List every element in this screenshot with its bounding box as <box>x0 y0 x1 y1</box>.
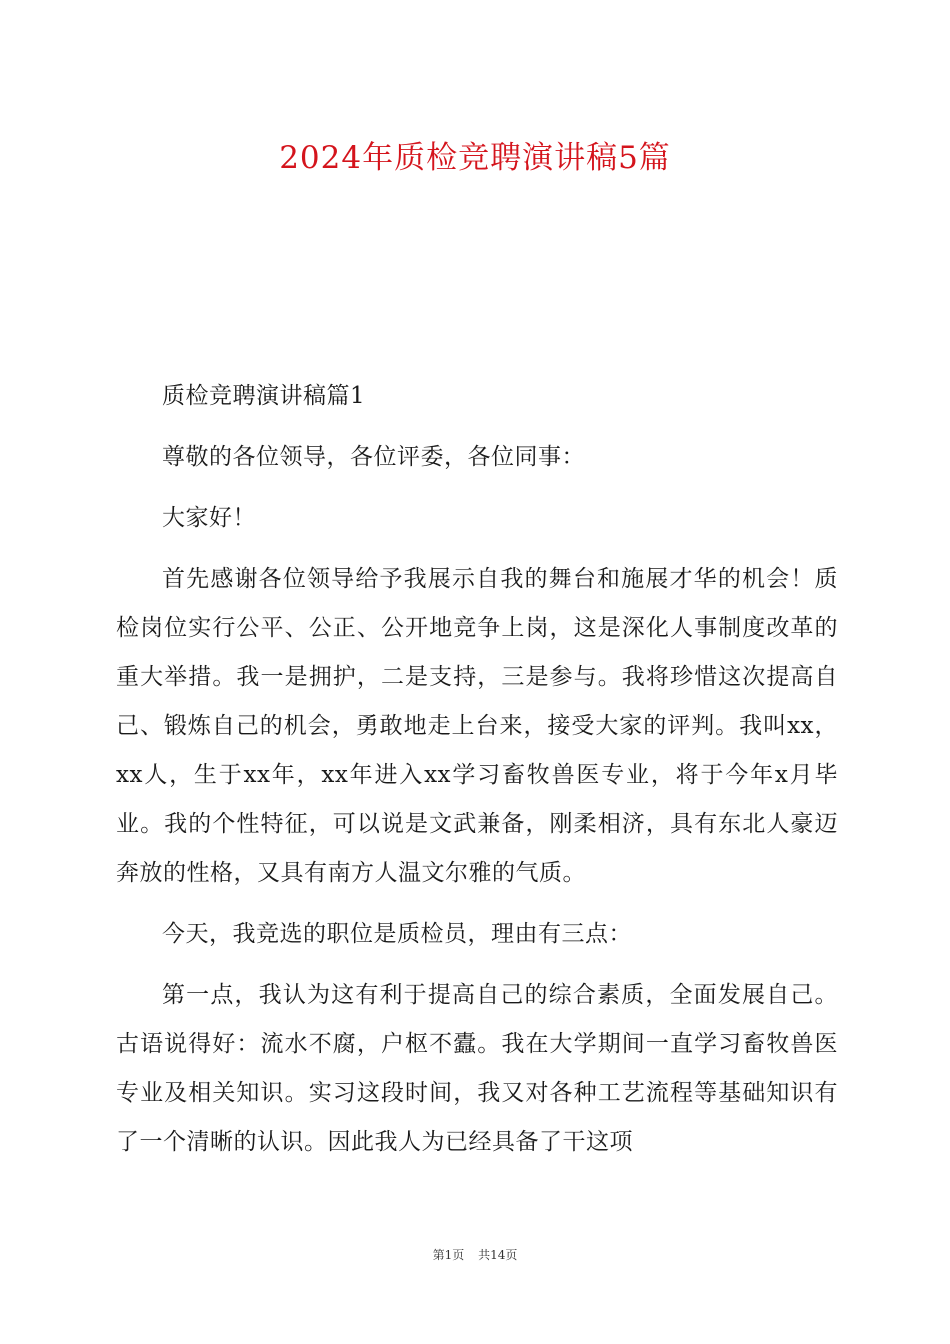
page-total: 共14页 <box>478 1248 518 1262</box>
page-footer <box>0 1246 950 1263</box>
document-title: 2024年质检竞聘演讲稿5篇 <box>279 140 671 176</box>
body-paragraph: 第一点，我认为这有利于提高自己的综合素质，全面发展自己。古语说得好：流水不腐，户枢不蠹。我在大学期间一直学习畜牧兽医专业及相关知识。实习这段时间，我又对各种工艺流程等基础知识有了一个清晰的认识。因此我人为已经具备了干这项 <box>116 982 838 1155</box>
body-paragraph: 今天，我竞选的职位是质检员，理由有三点： <box>162 921 632 947</box>
document-body <box>116 372 838 1179</box>
salutation: 尊敬的各位领导，各位评委，各位同事： <box>162 444 585 470</box>
section-heading: 质检竞聘演讲稿篇1 <box>162 383 366 409</box>
body-paragraph: 首先感谢各位领导给予我展示自我的舞台和施展才华的机会！质检岗位实行公平、公正、公开地竞争上岗，这是深化人事制度改革的重大举措。我一是拥护，二是支持，三是参与。我将珍惜这次提高自己、锻炼自己的机会，勇敢地走上台来，接受大家的评判。我叫xx，xx人，生于xx年，xx年进入xx学习畜牧兽医专业，将于今年x月毕业。我的个性特征，可以说是文武兼备，刚柔相济，具有东北人豪迈奔放的性格，又具有南方人温文尔雅的气质。 <box>116 566 838 886</box>
page-number: 第1页 <box>432 1248 465 1262</box>
greeting: 大家好！ <box>162 505 256 531</box>
